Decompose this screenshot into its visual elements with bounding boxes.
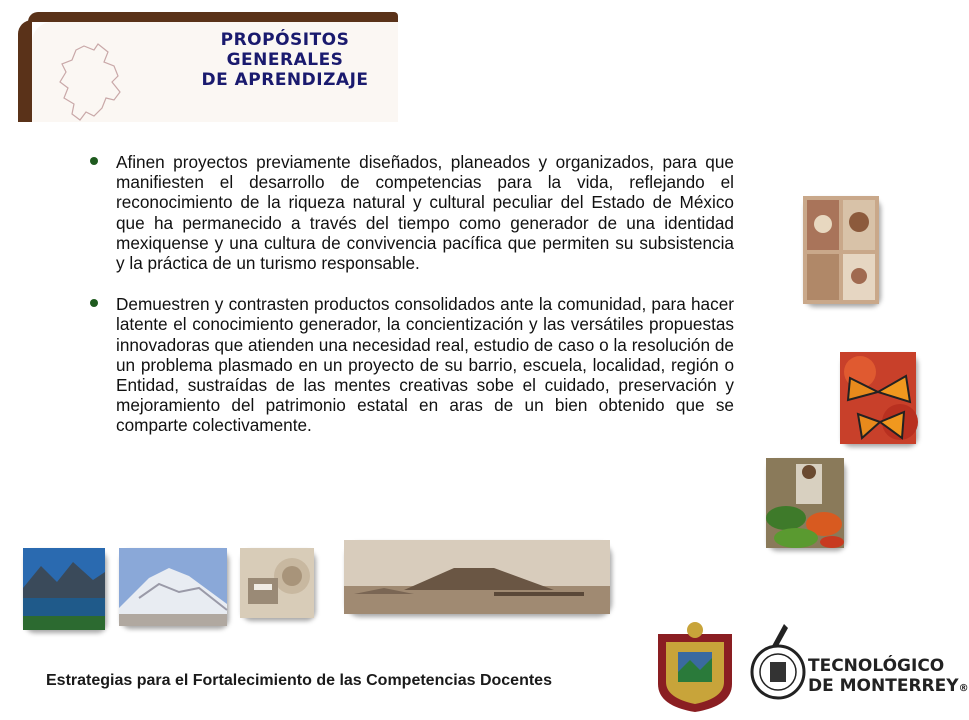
- list-item: [88, 152, 734, 273]
- tec-logo-line2-text: DE MONTERREY: [808, 676, 959, 696]
- bullet-dot-icon: [90, 299, 98, 307]
- frame-left-bar: [18, 20, 32, 122]
- bullet-text: Afinen proyectos previamente diseñados, planeados y organizados, para que manifiesten el desarrollo de competencias para la vida, reflejando el reconocimiento de la riqueza natural y cultural peculiar del Estado de México que ha permanecido a través del tiempo como generador de una identidad mexiquense y una cultura de convivencia pacífica que permiten su subsistencia y la práctica de un turismo responsable.: [116, 152, 734, 274]
- photo-market: [766, 458, 844, 548]
- photo-pyramid: [344, 540, 610, 614]
- tec-logo-line1: TECNOLÓGICO: [808, 656, 945, 676]
- state-map-icon: [54, 42, 144, 132]
- state-coat-of-arms: [652, 620, 738, 714]
- tec-seal: [750, 620, 806, 702]
- tec-logo-text: [808, 656, 969, 699]
- photo-lake: [23, 548, 105, 630]
- photo-crafts: [803, 196, 879, 304]
- footer-text: Estrategias para el Fortalecimiento de las Competencias Docentes: [46, 672, 552, 689]
- page-title: [180, 30, 390, 90]
- photo-volcano: [119, 548, 227, 626]
- registered-mark: ®: [958, 683, 969, 694]
- photo-sculpture: [240, 548, 314, 618]
- frame-top-bar: [28, 12, 398, 22]
- tec-logo-line2: [808, 676, 969, 699]
- title-line: GENERALES: [226, 50, 344, 70]
- bullet-list: [88, 152, 734, 457]
- bullet-dot-icon: [90, 157, 98, 165]
- title-line: DE APRENDIZAJE: [201, 70, 369, 90]
- photo-butterflies: [840, 352, 916, 444]
- bullet-text: Demuestren y contrasten productos consolidados ante la comunidad, para hacer latente el conocimiento generador, la concientización y las versátiles propuestas innovadoras que atienden una necesidad real, estudio de caso o la resolución de un problema plasmado en un proyecto de su barrio, escuela, localidad, región o Entidad, sustraídas de las mentes creativas sobe el cuidado, preservación y mejoramiento del patrimonio estatal en aras de un bien obtenido que se comparte colectivamente.: [116, 294, 734, 436]
- title-line: PROPÓSITOS: [220, 30, 350, 50]
- list-item: [88, 294, 734, 435]
